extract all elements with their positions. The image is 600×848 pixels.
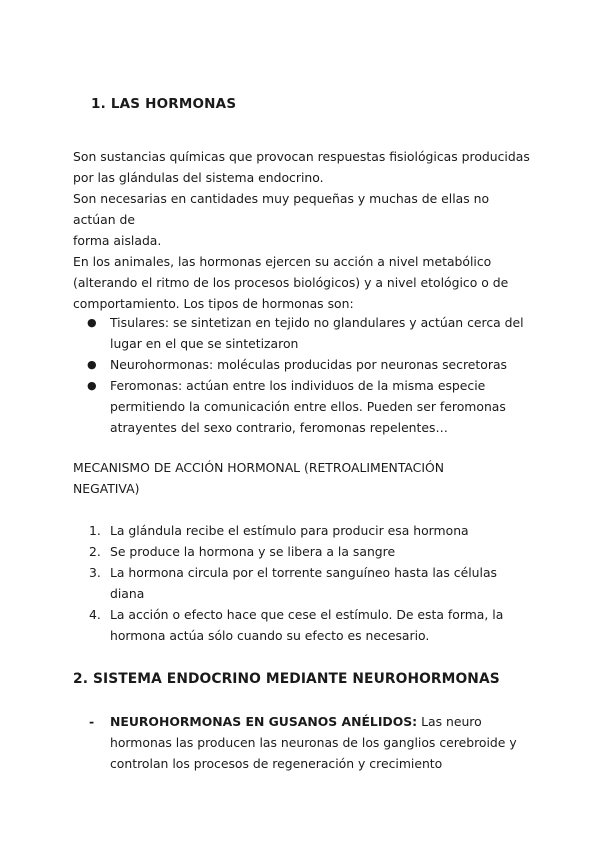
list-item <box>73 312 533 354</box>
step-number: 3. <box>89 565 101 580</box>
bullet-icon: ● <box>87 379 97 392</box>
mechanism-steps-list <box>73 520 533 646</box>
intro-line: forma aislada. <box>73 233 162 248</box>
list-item <box>73 562 533 604</box>
bullet-icon: ● <box>87 358 97 371</box>
mechanism-title <box>73 457 513 499</box>
intro-line: En los animales, las hormonas ejercen su acción a nivel metabólico <box>73 254 492 269</box>
annelid-lead-rest: Las neuro <box>417 714 482 729</box>
bullet-icon: ● <box>87 316 97 329</box>
list-item <box>73 354 533 375</box>
list-item-line: atrayentes del sexo contrario, feromonas repelentes… <box>110 420 448 435</box>
list-item-line: Feromonas: actúan entre los individuos de la misma especie <box>110 378 486 393</box>
list-item-line: hormona actúa sólo cuando su efecto es necesario. <box>110 628 430 643</box>
heading-sistema-endocrino: 2. SISTEMA ENDOCRINO MEDIANTE NEUROHORMONAS <box>73 671 500 687</box>
heading-las-hormonas: 1. LAS HORMONAS <box>91 96 237 112</box>
intro-line: por las glándulas del sistema endocrino. <box>73 170 324 185</box>
annelid-first-line <box>110 711 533 732</box>
annelid-line: controlan los procesos de regeneración y crecimiento <box>110 756 443 771</box>
dash-marker: - <box>89 714 95 729</box>
intro-paragraph <box>73 146 533 314</box>
step-number: 1. <box>89 523 101 538</box>
mechanism-title-line: MECANISMO DE ACCIÓN HORMONAL (RETROALIMENTACIÓN <box>73 460 445 475</box>
annelid-item <box>73 711 533 774</box>
list-item <box>73 604 533 646</box>
intro-line: Son necesarias en cantidades muy pequeñas y muchas de ellas no actúan de <box>73 191 490 227</box>
list-item <box>73 520 533 541</box>
list-item-line: La glándula recibe el estímulo para producir esa hormona <box>110 523 469 538</box>
intro-line: (alterando el ritmo de los procesos biológicos) y a nivel etológico o de <box>73 275 509 290</box>
list-item-line: lugar en el que se sintetizaron <box>110 336 299 351</box>
list-item-line: Tisulares: se sintetizan en tejido no glandulares y actúan cerca del <box>110 315 524 330</box>
list-item-line: La acción o efecto hace que cese el estímulo. De esta forma, la <box>110 607 504 622</box>
list-item-line: permitiendo la comunicación entre ellos. Pueden ser feromonas <box>110 399 506 414</box>
annelid-lead: NEUROHORMONAS EN GUSANOS ANÉLIDOS: <box>110 714 418 729</box>
list-item-line: Se produce la hormona y se libera a la sangre <box>110 544 396 559</box>
intro-line: Son sustancias químicas que provocan respuestas fisiológicas producidas <box>73 149 530 164</box>
annelid-line: hormonas las producen las neuronas de los ganglios cerebroide y <box>110 735 517 750</box>
list-item-line: Neurohormonas: moléculas producidas por neuronas secretoras <box>110 357 507 372</box>
list-item <box>73 375 533 438</box>
step-number: 2. <box>89 544 101 559</box>
list-item <box>73 541 533 562</box>
step-number: 4. <box>89 607 101 622</box>
hormone-types-list <box>73 312 533 438</box>
intro-line: comportamiento. Los tipos de hormonas son: <box>73 296 354 311</box>
mechanism-title-line: NEGATIVA) <box>73 481 140 496</box>
list-item-line: La hormona circula por el torrente sanguíneo hasta las células diana <box>110 565 498 601</box>
